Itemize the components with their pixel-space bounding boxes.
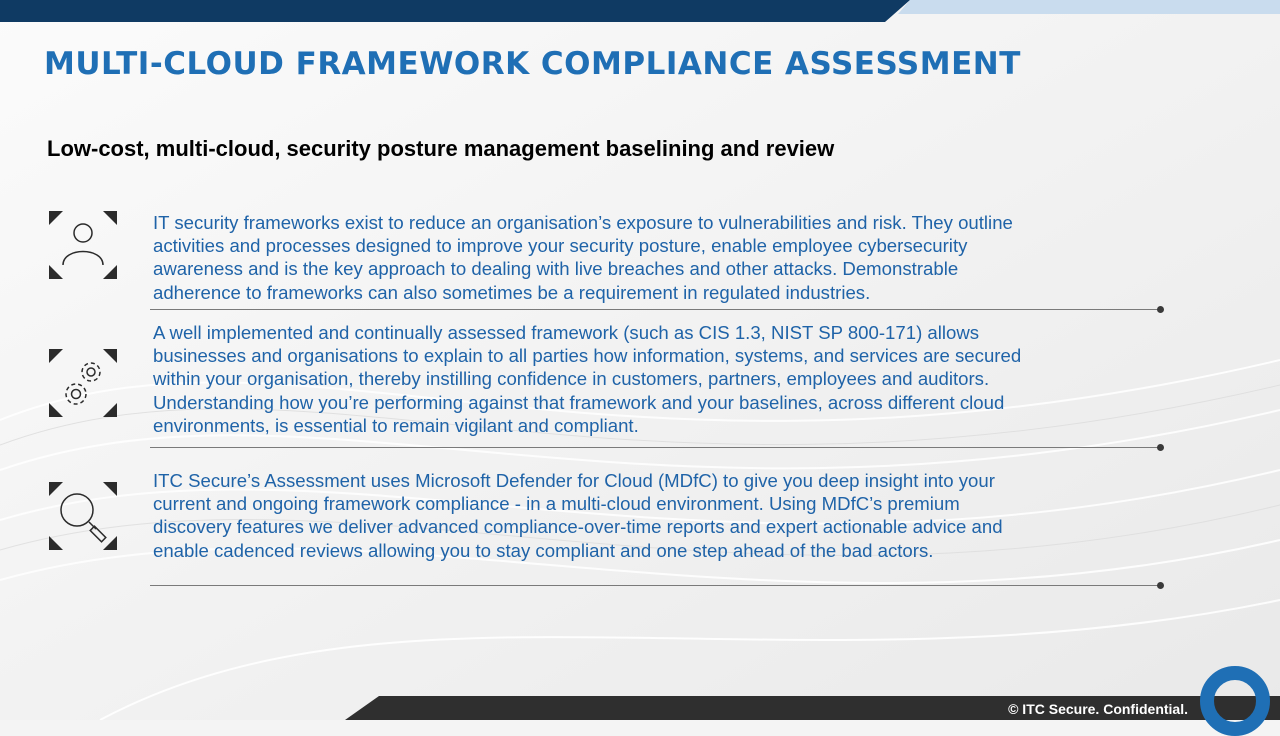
section-2-line: Understanding how you’re performing against that framework and your baselines, across different cloud — [153, 391, 1005, 413]
section-3-line: current and ongoing framework compliance - in a multi-cloud environment. Using MDfC’s premium — [153, 493, 960, 515]
section-2-line: businesses and organisations to explain to all parties how information, systems, and services are secured — [153, 345, 1022, 367]
section-1-line: adherence to frameworks can also sometimes be a requirement in regulated industries. — [153, 281, 871, 303]
gears-icon — [49, 349, 117, 417]
footer-confidential: © ITC Secure. Confidential. — [1008, 701, 1188, 717]
section-3-line: enable cadenced reviews allowing you to stay compliant and one step ahead of the bad actors. — [153, 539, 934, 561]
section-1-line: awareness and is the key approach to dealing with live breaches and other attacks. Demonstrable — [153, 258, 959, 280]
section-3-line: ITC Secure’s Assessment uses Microsoft Defender for Cloud (MDfC) to give you deep insight into your — [153, 470, 995, 491]
itc-logo-ring-icon — [1200, 666, 1270, 736]
section-2-line: A well implemented and continually assessed framework (such as CIS 1.3, NIST SP 800-171) allows — [153, 322, 980, 343]
section-1-line: activities and processes designed to improve your security posture, enable employee cybersecurity — [153, 235, 968, 257]
section-3-text — [153, 469, 1003, 562]
section-2-line: within your organisation, thereby instilling confidence in customers, partners, employees and auditors. — [153, 368, 990, 390]
section-2-line: environments, is essential to remain vigilant and compliant. — [153, 414, 639, 436]
section-1-line: IT security frameworks exist to reduce an organisation’s exposure to vulnerabilities and risk. They outline — [153, 212, 1013, 233]
section-divider — [150, 585, 1160, 586]
section-divider — [150, 447, 1160, 448]
section-1-text — [153, 211, 1013, 304]
section-3-line: discovery features we deliver advanced compliance-over-time reports and expert actionable advice and — [153, 516, 1003, 538]
magnifier-icon — [49, 482, 117, 550]
person-icon — [49, 211, 117, 279]
section-divider — [150, 309, 1160, 310]
slide-subtitle: Low-cost, multi-cloud, security posture management baselining and review — [47, 136, 835, 161]
slide-title: MULTI-CLOUD FRAMEWORK COMPLIANCE ASSESSMENT — [44, 46, 1021, 82]
section-2-text — [153, 321, 1021, 437]
